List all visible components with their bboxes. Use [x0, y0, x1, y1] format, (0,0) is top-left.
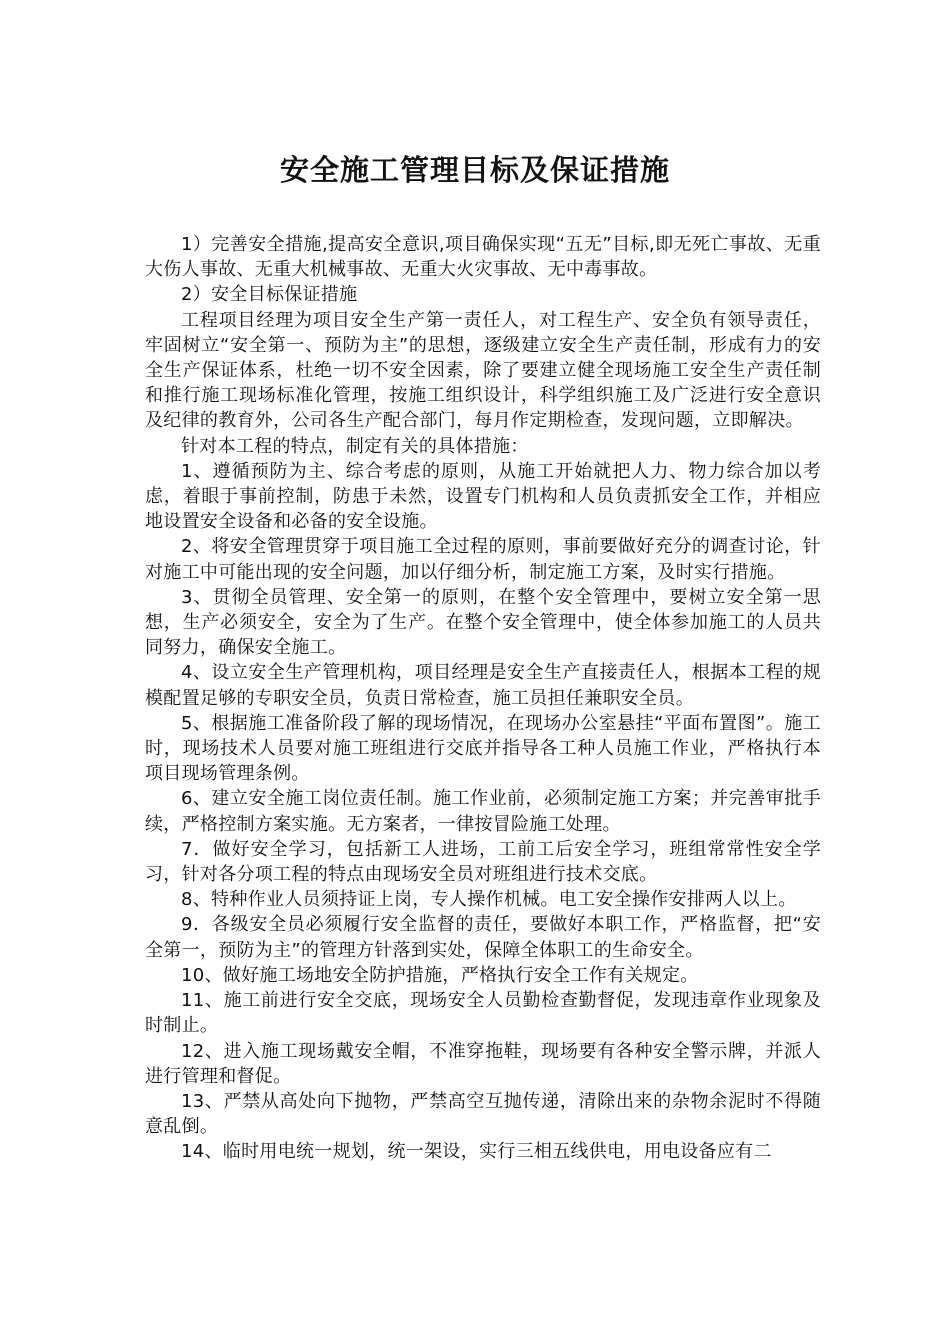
paragraph-heading-measures: 2）安全目标保证措施 [181, 284, 358, 306]
paragraph-measure-6: 6、建立安全施工岗位责任制。施工作业前，必须制定施工方案；并完善审批手续，严格控制方案实施。无方案者，一律按冒险施工处理。 [145, 788, 821, 835]
paragraph-responsibility: 工程项目经理为项目安全生产第一责任人，对工程生产、安全负有领导责任，牢固树立“安全第一、预防为主”的思想，逐级建立安全生产责任制，形成有力的安全生产保证体系，杜绝一切不安全因素，除了要建立健全现场施工安全生产责任制和推行施工现场标准化管理，按施工组织设计，科学组织施工及广泛进行安全意识及纪律的教育外，公司各生产配合部门，每月作定期检查，发现问题，立即解决。 [145, 309, 821, 432]
paragraph-measure-11: 11、施工前进行安全交底，现场安全人员勤检查勤督促，发现违章作业现象及时制止。 [145, 990, 821, 1037]
paragraph-intro-measures: 针对本工程的特点，制定有关的具体措施： [181, 435, 529, 457]
paragraph-measure-1: 1、遵循预防为主、综合考虑的原则，从施工开始就把人力、物力综合加以考虑，着眼于事前控制，防患于未然，设置专门机构和人员负责抓安全工作，并相应地设置安全设备和必备的安全设施。 [145, 460, 821, 533]
paragraph-measure-2: 2、将安全管理贯穿于项目施工全过程的原则，事前要做好充分的调查讨论，针对施工中可能出现的安全问题，加以仔细分析，制定施工方案，及时实行措施。 [145, 536, 821, 583]
paragraph-goal: 1）完善安全措施,提高安全意识,项目确保实现“五无”目标,即无死亡事故、无重大伤人事故、无重大机械事故、无重大火灾事故、无中毒事故。 [145, 234, 821, 281]
paragraph-measure-7: 7．做好安全学习，包括新工人进场，工前工后安全学习，班组常常性安全学习，针对各分项工程的特点由现场安全员对班组进行技术交底。 [145, 838, 821, 886]
paragraph-measure-4: 4、设立安全生产管理机构，项目经理是安全生产直接责任人，根据本工程的规模配置足够的专职安全员，负责日常检查，施工员担任兼职安全员。 [145, 662, 821, 709]
document-body [145, 232, 821, 1165]
paragraph-measure-10: 10、做好施工场地安全防护措施，严格执行安全工作有关规定。 [181, 964, 699, 986]
paragraph-measure-13: 13、严禁从高处向下抛物，严禁高空互抛传递，清除出来的杂物余泥时不得随意乱倒。 [145, 1090, 821, 1138]
page-title: 安全施工管理目标及保证措施 [279, 153, 670, 187]
paragraph-measure-3: 3、贯彻全员管理、安全第一的原则，在整个安全管理中，要树立安全第一思想，生产必须安全，安全为了生产。在整个安全管理中，使全体参加施工的人员共同努力，确保安全施工。 [145, 586, 821, 659]
paragraph-measure-9: 9．各级安全员必须履行安全监督的责任，要做好本职工作，严格监督，把“安全第一，预防为主”的管理方针落到实处，保障全体职工的生命安全。 [145, 914, 821, 961]
paragraph-measure-12: 12、进入施工现场戴安全帽，不准穿拖鞋，现场要有各种安全警示牌，并派人进行管理和督促。 [145, 1040, 821, 1087]
paragraph-measure-8: 8、特种作业人员须持证上岗，专人操作机械。电工安全操作安排两人以上。 [181, 889, 797, 911]
paragraph-measure-14: 14、临时用电统一规划，统一架设，实行三相五线供电，用电设备应有二 [181, 1141, 772, 1163]
paragraph-measure-5: 5、根据施工准备阶段了解的现场情况，在现场办公室悬挂“平面布置图”。施工时，现场技术人员要对施工班组进行交底并指导各工种人员施工作业，严格执行本项目现场管理条例。 [145, 712, 821, 785]
